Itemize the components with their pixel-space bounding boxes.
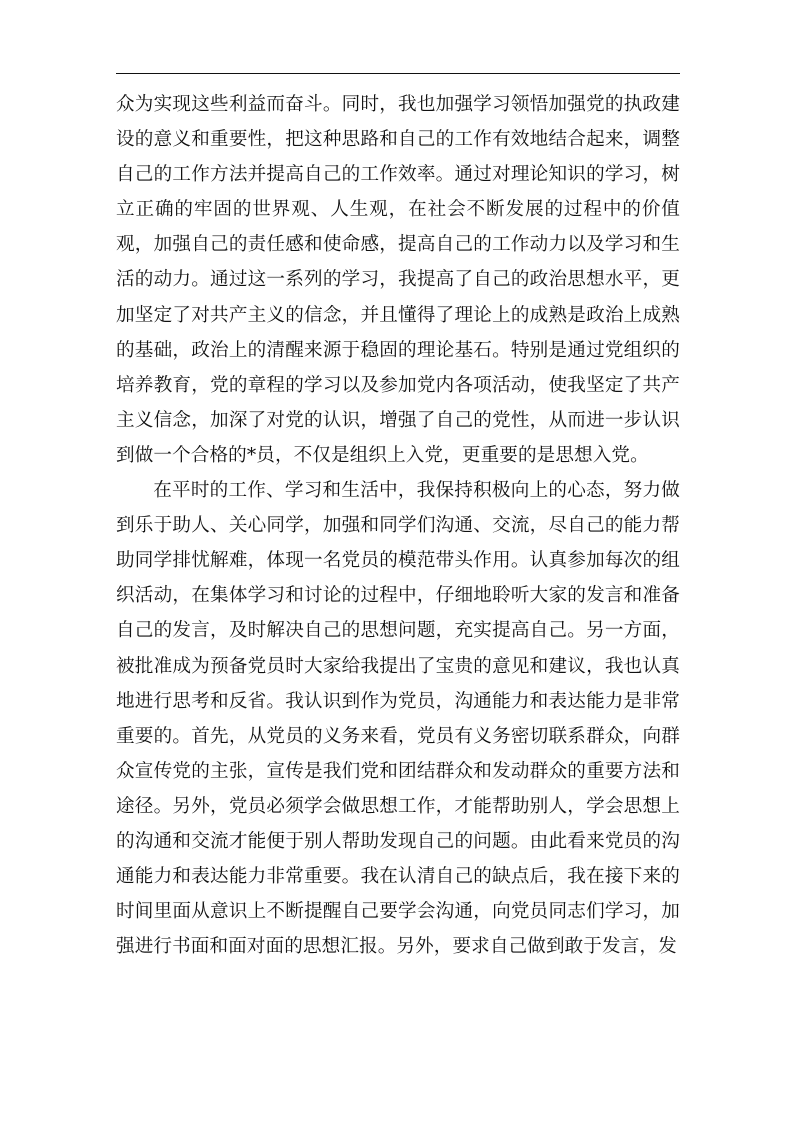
header-rule [116, 73, 680, 74]
paragraph-1: 众为实现这些利益而奋斗。同时，我也加强学习领悟加强党的执政建设的意义和重要性，把这种思路和自己的工作有效地结合起来，调整自己的工作方法并提高自己的工作效率。通过对理论知识的学习，树立正确的牢固的世界观、人生观，在社会不断发展的过程中的价值观，加强自己的责任感和使命感，提高自己的工作动力以及学习和生活的动力。通过这一系列的学习，我提高了自己的政治思想水平，更加坚定了对共产主义的信念，并且懂得了理论上的成熟是政治上成熟的基础，政治上的清醒来源于稳固的理论基石。特别是通过党组织的培养教育，党的章程的学习以及参加党内各项活动，使我坚定了共产主义信念，加深了对党的认识，增强了自己的党性，从而进一步认识到做一个合格的*员，不仅是组织上入党，更重要的是思想入党。 [116, 94, 680, 466]
paragraph-2: 在平时的工作、学习和生活中，我保持积极向上的心态，努力做到乐于助人、关心同学，加强和同学们沟通、交流，尽自己的能力帮助同学排忧解难，体现一名党员的模范带头作用。认真参加每次的组织活动，在集体学习和讨论的过程中，仔细地聆听大家的发言和准备自己的发言，及时解决自己的思想问题，充实提高自己。另一方面，被批准成为预备党员时大家给我提出了宝贵的意见和建议，我也认真地进行思考和反省。我认识到作为党员，沟通能力和表达能力是非常重要的。首先，从党员的义务来看，党员有义务密切联系群众，向群众宣传党的主张，宣传是我们党和团结群众和发动群众的重要方法和途径。另外，党员必须学会做思想工作，才能帮助别人，学会思想上的沟通和交流才能便于别人帮助发现自己的问题。由此看来党员的沟通能力和表达能力非常重要。我在认清自己的缺点后，我在接下来的时间里面从意识上不断提醒自己要学会沟通，向党员同志们学习，加强进行书面和面对面的思想汇报。另外，要求自己做到敢于发言，发 [116, 480, 680, 958]
document-body [116, 87, 680, 964]
